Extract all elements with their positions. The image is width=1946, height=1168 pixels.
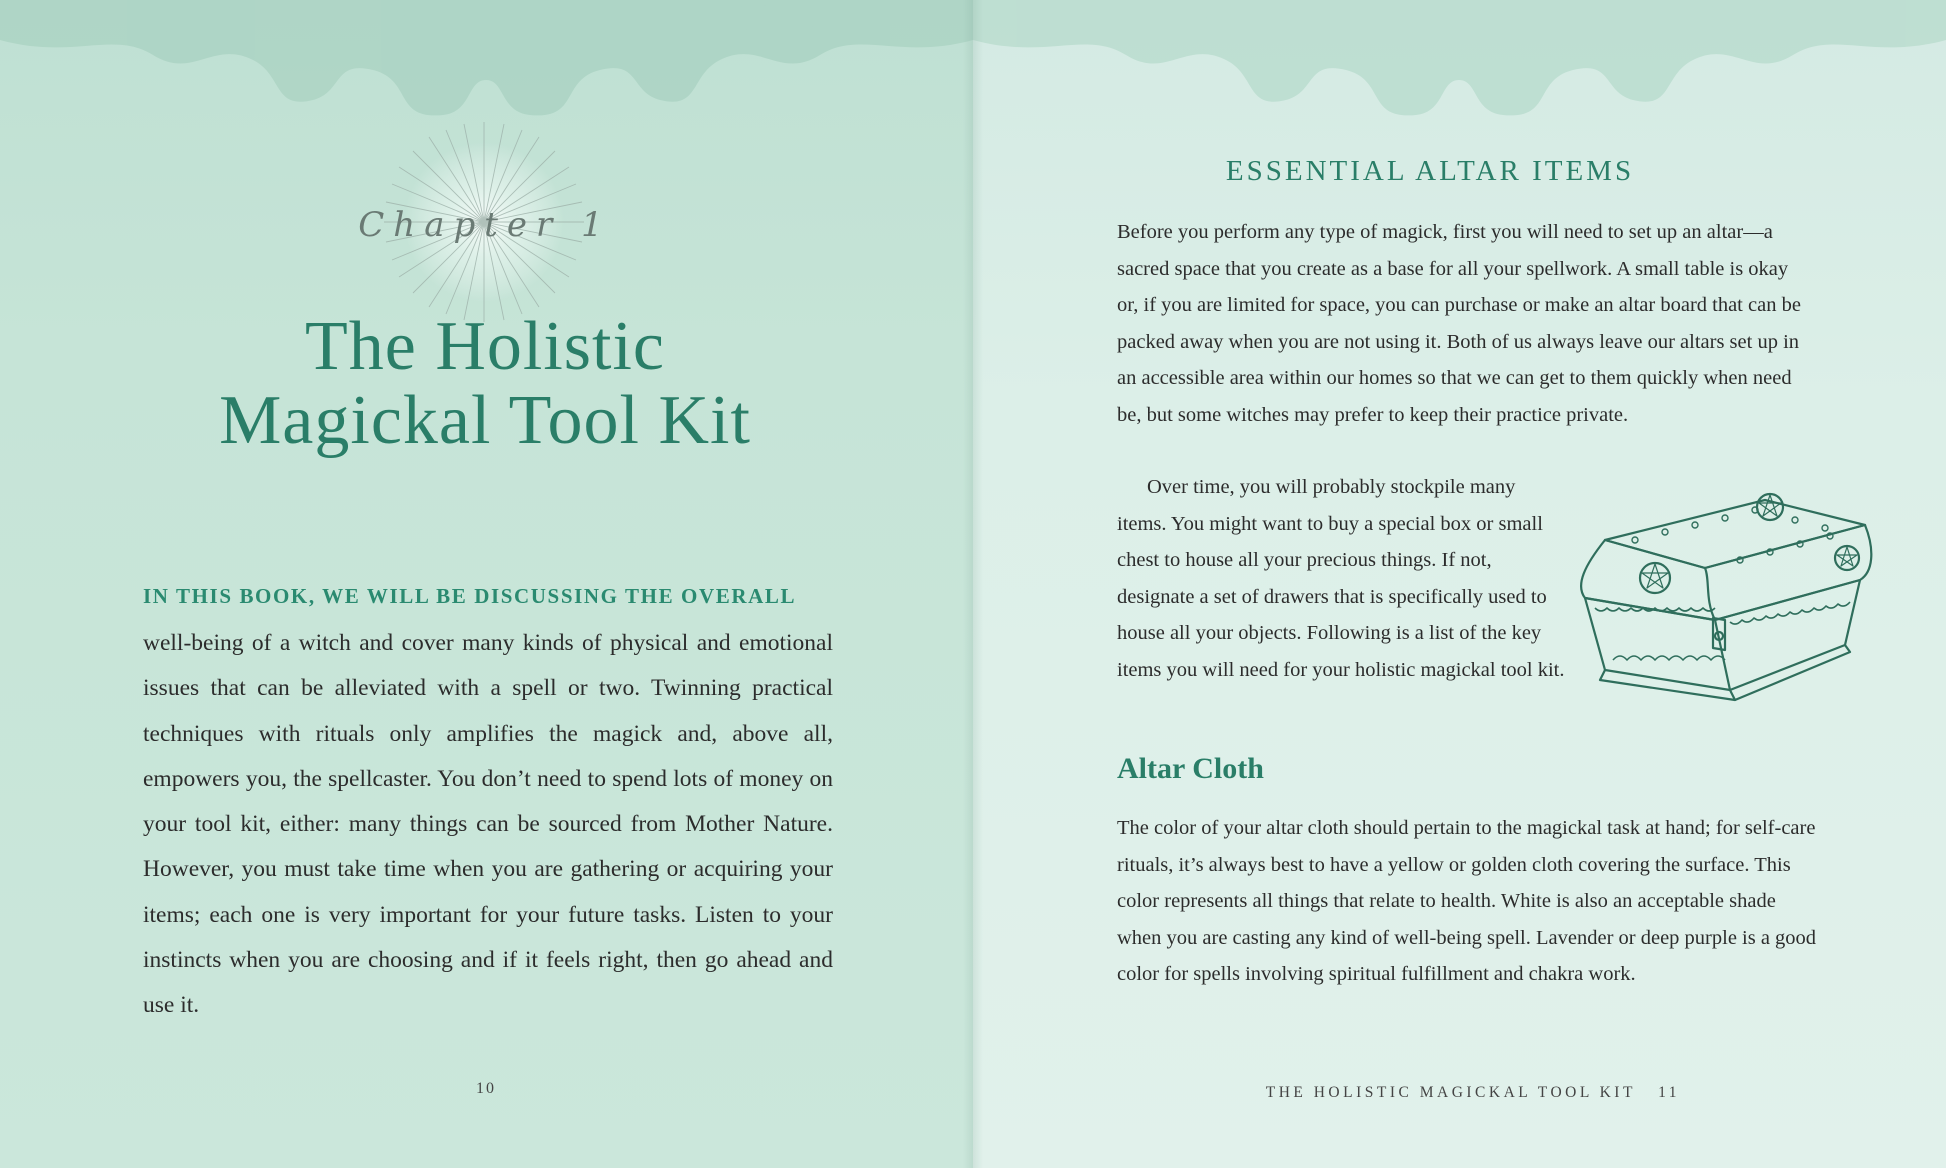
- paragraph-storage-text: Over time, you will probably stockpile many items. You might want to buy a special box or small chest to house all your precious things. If not, designate a set of drawers that is specifically used to house all your objects. Following is a list of the key items you will need for your holistic magickal tool kit.: [1117, 476, 1565, 681]
- chapter-label: Chapter 1: [358, 205, 612, 245]
- chapter-title-line-1: The Holistic: [305, 308, 665, 385]
- section-title: ESSENTIAL ALTAR ITEMS: [1225, 155, 1635, 187]
- subsection-title: Altar Cloth: [1117, 752, 1264, 785]
- intro-lead: IN THIS BOOK, WE WILL BE DISCUSSING THE OVERALL: [143, 584, 797, 608]
- intro-paragraph: well-being of a witch and cover many kinds of physical and emotional issues that can be alleviated with a spell or two. Twinning practical techniques with rituals only amplifies the magick and, above all, empowers you, the spellcaster. You don’t need to spend lots of money on your tool kit, either: many things can be sourced from Mother Nature. However, you must take time when you are gathering or acquiring your items; each one is very important for your future tasks. Listen to your instincts when you are choosing and if it feels right, then go ahead and use it.: [143, 630, 833, 1019]
- floral-ornament-icon: [0, 0, 973, 130]
- treasure-chest-icon: [1565, 480, 1880, 705]
- paragraph-altar-intro: Before you perform any type of magick, first you will need to set up an altar—a sacred space that you create as a base for all your spellwork. A small table is okay or, if you are limited for space, you can purchase or make an altar board that can be packed away when you are not using it. Both of us always leave our altars set up in an accessible area within our homes so that we can get to them quickly when need be, but some witches may prefer to keep their practice private.: [1117, 221, 1801, 426]
- page-number-left: 10: [476, 1080, 496, 1097]
- running-head-title: THE HOLISTIC MAGICKAL TOOL KIT: [1265, 1084, 1636, 1101]
- running-head: [1250, 1084, 1680, 1102]
- paragraph-altar-cloth: The color of your altar cloth should pertain to the magickal task at hand; for self-care rituals, it’s always best to have a yellow or golden cloth covering the surface. This color represents all things that relate to health. White is also an acceptable shade when you are casting any kind of well-being spell. Lavender or deep purple is a good color for spells involving spiritual fulfillment and chakra work.: [1117, 817, 1817, 985]
- chapter-title: [120, 310, 850, 458]
- chapter-title-line-2: Magickal Tool Kit: [219, 382, 751, 459]
- page-number-right: 11: [1658, 1084, 1680, 1101]
- paragraph-storage: [1117, 469, 1567, 688]
- floral-ornament-icon: [973, 0, 1946, 130]
